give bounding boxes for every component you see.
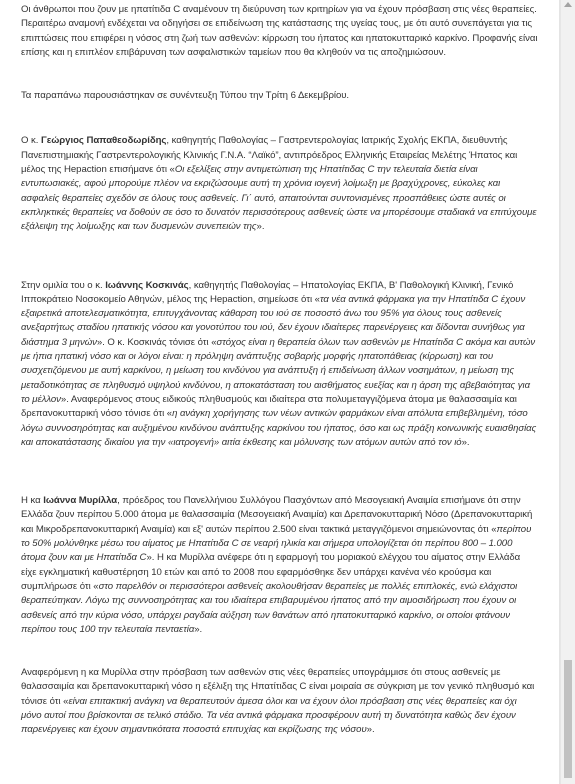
speaker-name-myrilla: Ιωάννα Μυρίλλα — [43, 495, 118, 507]
paragraph-myrilla: Η κα Ιωάννα Μυρίλλα, πρόεδρος του Πανελλήνιου Συλλόγου Πασχόντων από Μεσογειακή Αναιμία επισήμανε ότι στην Ελλάδα ζουν περίπου 5.000 άτομα με θαλασσαιμία (Μεσογειακή Αναιμία) και Δρεπανοκυτταρική Νόσο (Δρεπανοκυτταρική και Μικροδρεπανοκυτταρική Αναιμία) και εξ' αυτών περίπου 2.500 είναι τακτικά μεταγγιζόμενοι σημειώνοντας ότι «περίπου το 50% μολύνθηκε μέσω του αίματος με Ηπατίτιδα C σε νεαρή ηλικία και σήμερα υπολογίζεται ότι περίπου 800 – 1.000 άτομα ζουν και με Ηπατίτιδα C». Η κα Μυρίλλα ανέφερε ότι η εφαρμογή του μοριακού ελέγχου του αίματος στην Ελλάδα είχε εγκληματική καθυστέρηση 10 ετών και από το 2008 που εφαρμόσθηκε δεν υπάρχει κανένα νέο κρούσμα και συμπλήρωσε ότι «στο παρελθόν οι περισσότεροι ασθενείς ακολουθήσαν θεραπείες με πολλές επιπλοκές, ενώ ελάχιστοι θεραπεύτηκαν. Λόγω της συννοσηρότητας και του ιδιαίτερα επιβαρυμένου ήπατος από την αιμοσιδήρωση που έχουν οι ασθενείς από την κύρια νόσο, υπάρχει ραγδαία αύξηση των θανάτων από ηπατοκυτταρικό καρκίνο, οι οποίοι φτάνουν περίπου τους 100 την τελευταία πενταετία». — [21, 495, 533, 635]
paragraph-intro — [21, 3, 538, 60]
paragraph-papatheodoridis: Ο κ. Γεώργιος Παπαθεοδωρίδης, καθηγητής Παθολογίας – Γαστρεντερολογίας Ιατρικής Σχολής ΕΚΠΑ, διευθυντής Πανεπιστημιακής Γαστρεντερολογικής Κλινικής Γ.Ν.Α. “Λαϊκό”, αντιπρόεδρος Ελληνικής Εταιρείας Μελέτης Ήπατος και μέλος της Hepaction επισήμανε ότι «Οι εξελίξεις στην αντιμετώπιση της Ηπατίτιδας C την τελευταία διετία είναι εντυπωσιακές, αφού μπορούμε πλέον να εκριζώσουμε αυτή τη χρόνια ιογενή λοίμωξη με βραχύχρονες, εύκολες και ασφαλείς θεραπείες σχεδόν σε όλους τους ασθενείς. Γι΄ αυτό, απαιτούνται συντονισμένες προσπάθειες ώστε αυτές οι εκπληκτικές θεραπείες να δοθούν σε όσο το δυνατόν περισσότερους ασθενείς ώστε να μπορέσουμε σταδιακά να επιτύχουμε εξάλειψη της λοίμωξης και των δυσμενών συνεπειών της». — [21, 135, 537, 233]
scroll-up-arrow-icon[interactable] — [564, 2, 572, 7]
article-body — [21, 3, 538, 738]
vertical-scrollbar[interactable] — [560, 0, 575, 784]
quote-papatheodoridis: Οι εξελίξεις στην αντιμετώπιση της Ηπατίτιδας C την τελευταία διετία είναι εντυπωσιακές, αφού μπορούμε πλέον να εκριζώσουμε αυτή τη χρόνια ιογενή λοίμωξη με βραχύχρονες, εύκολες και ασφαλείς θεραπείες σχεδόν σε όλους τους ασθενείς. Γι΄ αυτό, απαιτούνται συντονισμένες προσπάθειες ώστε αυτές οι εκπληκτικές θεραπείες να δοθούν σε όσο το δυνατόν περισσότερους ασθενείς ώστε να μπορέσουμε σταδιακά να επιτύχουμε εξάλειψη της λοίμωξης και των δυσμενών συνεπειών της — [21, 164, 537, 233]
paragraph-press-conference — [21, 89, 538, 103]
speaker-name-koskinas: Ιωάννης Κοσκινάς — [105, 279, 189, 291]
quote-myrilla-1: περίπου το 50% μολύνθηκε μέσω του αίματος με Ηπατίτιδα C σε νεαρή ηλικία και σήμερα υπολογίζεται ότι περίπου 800 – 1.000 άτομα ζουν και με Ηπατίτιδα C — [21, 523, 532, 564]
quote-myrilla-2: στο παρελθόν οι περισσότεροι ασθενείς ακολουθήσαν θεραπείες με πολλές επιπλοκές, ενώ ελάχιστοι θεραπεύτηκαν. Λόγω της συννοσηρότητας και του ιδιαίτερα επιβαρυμένου ήπατος από την αιμοσιδήρωση που έχουν οι ασθενείς από την κύρια νόσο, υπάρχει ραγδαία αύξηση των θανάτων από ηπατοκυτταρικό καρκίνο, οι οποίοι φτάνουν περίπου τους 100 την τελευταία πενταετία — [21, 580, 518, 635]
quote-koskinas-3: η ανάγκη χορήγησης των νέων αντικών φαρμάκων είναι απόλυτα επιβεβλημένη, τόσο λόγω συννοσηρότητας και αυξημένου κινδύνου ανάπτυξης καρκίνου του ήπατος, όσο και ως πράξη κοινωνικής ευαισθησίας και αποκατάστασης δικαίου για την «ιατρογενή» αιτία έκθεσης και μόλυνσης των ατόμων αυτών από τον ιό — [21, 408, 537, 448]
paragraph-koskinas: Στην ομιλία του ο κ. Ιωάννης Κοσκινάς, καθηγητής Παθολογίας – Ηπατολογίας ΕΚΠΑ, Β' Παθολογική Κλινική, Γενικό Ιπποκράτειο Νοσοκομείο Αθηνών, μέλος της Hepaction, σημείωσε ότι «τα νέα αντικά φάρμακα για την Ηπατίτιδα C έχουν εξαιρετικά αποτελεσματικότητα, επιτυγχάνοντας κάθαρση του ιού σε ποσοστό άνω του 95% για όλους τους ασθενείς ανεξαρτήτως σταδίου ηπατικής νόσου και γονοτύπου του ιού, δεν έχουν ιδιαίτερες παρενέργειες και δίδονται συνήθως για διάστημα 3 μηνών». Ο κ. Κοσκινάς τόνισε ότι «στόχος είναι η θεραπεία όλων των ασθενών με Ηπατίτιδα C ακόμα και αυτών με ήπια ηπατική νόσο και οι λόγοι είναι: η πρόληψη ανάπτυξης σοβαρής μορφής ηπατοπάθειας (κίρρωση) και του συσχετιζόμενου με αυτή καρκίνου, η μείωση του κινδύνου για ανάπτυξη ή επιδείνωση άλλων νοσημάτων, η μείωση της μεταδοτικότητας σε πληθυσμό υψηλού κινδύνου, η αποκατάσταση του αισθήματος ευεξίας και η άρση της αβεβαιότητας για το μέλλον». Αναφερόμενος στους ειδικούς πληθυσμούς και ιδιαίτερα στα πολυμεταγγιζόμενα άτομα με θαλασσαιμία και δρεπανοκυτταρική νόσο τόνισε ότι «η ανάγκη χορήγησης των νέων αντικών φαρμάκων είναι απόλυτα επιβεβλημένη, τόσο λόγω συννοσηρότητας και αυξημένου κινδύνου ανάπτυξης καρκίνου του ήπατος, όσο και ως πράξη κοινωνικής ευαισθησίας και αποκατάστασης δικαίου για την «ιατρογενή» αιτία έκθεσης και μόλυνσης των ατόμων αυτών από τον ιό». — [21, 279, 537, 448]
quote-myrilla-3: είναι επιτακτική ανάγκη να θεραπευτούν άμεσα όλοι και να έχουν όλοι πρόσβαση στις νέες θεραπείες και όχι μόνο αυτοί που βρίσκονται σε τελικό στάδιο. Τα νέα αντικά φάρμακα προσφέρουν αυτή τη δυνατότητα καθώς δεν έχουν παρενέργειες και έχουν σημαντικότατα ποσοστά επιτυχίας και εκρίζωσης της νόσου — [21, 695, 517, 736]
speaker-name-papatheodoridis: Γεώργιος Παπαθεοδωρίδης — [41, 135, 167, 147]
scrollbar-thumb[interactable] — [564, 660, 572, 778]
paragraph-intro-text: Οι άνθρωποι που ζουν με ηπατίτιδα C αναμένουν τη διεύρυνση των κριτηρίων για να έχουν πρόσβαση στις νέες θεραπείες. Περαιτέρω αναμονή ενδέχεται να οδηγήσει σε επιδείνωση της κατάστασης της υγείας τους, με ότι αυτό συνεπάγεται για τις επιπτώσεις που επιφέρει η νόσος στη ζωή των ασθενών: κίρρωση του ήπατος και ηπατοκυτταρικό καρκίνο. Προφανής είναι επίσης και η επιπλέον επιβάρυνση των ασφαλιστικών ταμείων που θα κληθούν να τις αποζημιώσουν. — [21, 4, 538, 58]
paragraph-access: Αναφερόμενη η κα Μυρίλλα στην πρόσβαση των ασθενών στις νέες θεραπείες υπογράμμισε ότι στους ασθενείς με θαλασσαιμία και δρεπανοκυτταρική νόσο η εξέλιξη της Ηπατίτιδας C είναι μοιραία σε σύγκριση με τον γενικό πληθυσμό και τόνισε ότι «είναι επιτακτική ανάγκη να θεραπευτούν άμεσα όλοι και να έχουν όλοι πρόσβαση στις νέες θεραπείες και όχι μόνο αυτοί που βρίσκονται σε τελικό στάδιο. Τα νέα αντικά φάρμακα προσφέρουν αυτή τη δυνατότητα καθώς δεν έχουν παρενέργειες και έχουν σημαντικότατα ποσοστά επιτυχίας και εκρίζωσης της νόσου». — [21, 667, 535, 736]
quote-koskinas-2: στόχος είναι η θεραπεία όλων των ασθενών με Ηπατίτιδα C ακόμα και αυτών με ήπια ηπατική νόσο και οι λόγοι είναι: η πρόληψη ανάπτυξης σοβαρής μορφής ηπατοπάθειας (κίρρωση) και του συσχετιζόμενου με αυτή καρκίνου, η μείωση του κινδύνου για ανάπτυξη ή επιδείνωση άλλων νοσημάτων, η μείωση της μεταδοτικότητας σε πληθυσμό υψηλού κινδύνου, η αποκατάσταση του αισθήματος ευεξίας και η άρση της αβεβαιότητας για το μέλλον — [21, 336, 536, 405]
paragraph-press-conference-text: Τα παραπάνω παρουσιάστηκαν σε συνέντευξη Τύπου την Τρίτη 6 Δεκεμβρίου. — [21, 90, 350, 102]
quote-koskinas-1: τα νέα αντικά φάρμακα για την Ηπατίτιδα C έχουν εξαιρετικά αποτελεσματικότητα, επιτυγχάνοντας κάθαρση του ιού σε ποσοστό άνω του 95% για όλους τους ασθενείς ανεξαρτήτως σταδίου ηπατικής νόσου και γονοτύπου του ιού, δεν έχουν ιδιαίτερες παρενέργειες και δίδονται συνήθως για διάστημα 3 μηνών — [21, 293, 526, 348]
